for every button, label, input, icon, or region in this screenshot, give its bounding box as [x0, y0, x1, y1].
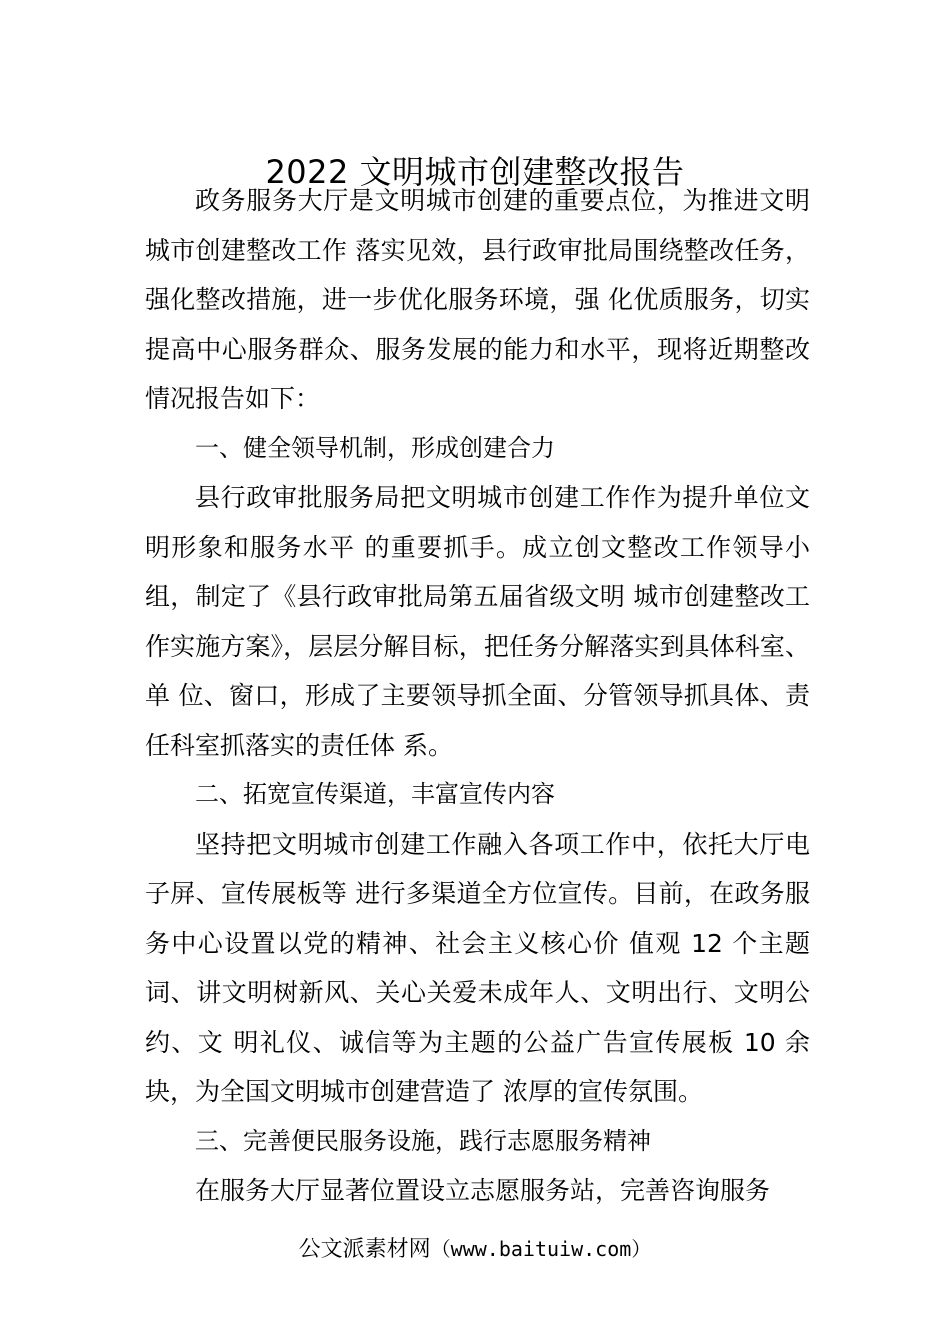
- footer-site-name: 公文派素材网: [298, 1237, 431, 1262]
- paragraph-intro: 政务服务大厅是文明城市创建的重要点位，为推进文明城市创建整改工作 落实见效，县行政审批局围绕整改任务，强化整改措施，进一步优化服务环境，强 化优质服务，切实提高中心服务群众、服务发展的能力和水平，现将近期整改情况报告如下：: [145, 186, 810, 413]
- paragraph-section-2: 坚持把文明城市创建工作融入各项工作中，依托大厅电子屏、宣传展板等 进行多渠道全方位宣传。目前，在政务服务中心设置以党的精神、社会主义核心价 值观 12 个主题词、讲文明树新风、关心关爱未成年人、文明出行、文明公约、文 明礼仪、诚信等为主题的公益广告宣传展板 10 余块，为全国文明城市创建营造了 浓厚的宣传氛围。: [145, 829, 810, 1106]
- page-footer: [0, 1232, 950, 1267]
- section-heading-1: 一、健全领导机制，形成创建合力: [195, 433, 555, 462]
- document-body: [145, 176, 810, 1216]
- paragraph-section-1: 县行政审批服务局把文明城市创建工作作为提升单位文明形象和服务水平 的重要抓手。成立创文整改工作领导小组，制定了《县行政审批局第五届省级文明 城市创建整改工作实施方案》，层层分解目标，把任务分解落实到具体科室、单 位、窗口，形成了主要领导抓全面、分管领导抓具体、责任科室抓落实的责任体 系。: [145, 483, 810, 760]
- document-title: 2022 文明城市创建整改报告: [265, 153, 685, 192]
- paragraph-section-3: 在服务大厅显著位置设立志愿服务站，完善咨询服务: [195, 1176, 771, 1205]
- section-heading-3: 三、完善便民服务设施，践行志愿服务精神: [195, 1126, 651, 1155]
- footer-site-url: （www.baituiw.com）: [430, 1237, 652, 1261]
- section-heading-2: 二、拓宽宣传渠道，丰富宣传内容: [195, 780, 555, 808]
